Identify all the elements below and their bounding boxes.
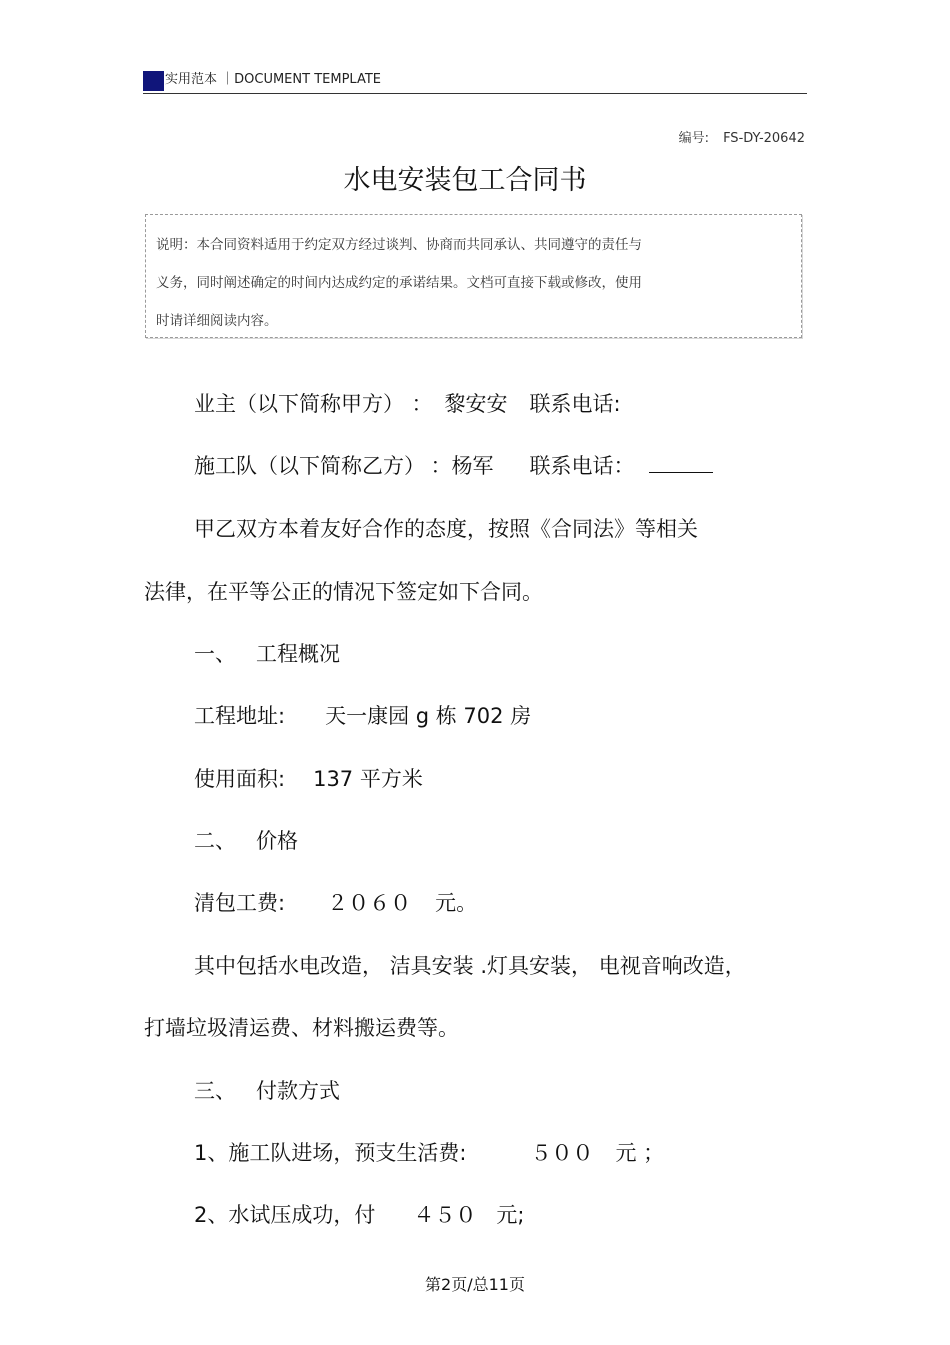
header-logo-square — [143, 71, 164, 91]
payment-1-amount: ５００ — [530, 1141, 594, 1165]
party-a-phone-label: 联系电话: — [529, 392, 621, 416]
document-number — [679, 127, 805, 146]
fee-line — [194, 889, 477, 917]
area-value: 137 平方米 — [313, 767, 423, 791]
intro-line-2: 法律，在平等公正的情况下签定如下合同。 — [144, 580, 543, 604]
area-label: 使用面积: — [194, 767, 286, 791]
section-3-title: 付款方式 — [256, 1079, 340, 1103]
payment-2-unit: 元; — [496, 1203, 525, 1227]
party-b-phone-label: 联系电话： — [529, 454, 635, 478]
payment-1-line — [194, 1139, 664, 1167]
section-3-heading — [194, 1077, 340, 1105]
description-text — [156, 226, 736, 340]
payment-1-unit: 元 ； — [615, 1141, 665, 1165]
payment-2-line — [194, 1201, 524, 1229]
document-number-value: FS-DY-20642 — [723, 131, 805, 146]
party-a-line — [194, 390, 621, 418]
document-title: 水电安装包工合同书 — [343, 165, 587, 196]
section-2-title: 价格 — [256, 829, 298, 853]
description-box — [145, 214, 802, 338]
header-label: 实用范本 ｜DOCUMENT TEMPLATE — [165, 72, 381, 87]
description-line: 时请详细阅读内容。 — [156, 313, 278, 329]
party-a-colon: ： — [411, 392, 433, 416]
section-2-number: 二、 — [194, 829, 236, 853]
description-line: 说明：本合同资料适用于约定双方经过谈判、协商而共同承认、共同遵守的责任与 — [156, 237, 642, 253]
page-footer: 第2页/总11页 — [425, 1275, 525, 1294]
payment-1-text: 1、施工队进场，预支生活费: — [194, 1141, 467, 1165]
intro-line-1: 甲乙双方本着友好合作的态度，按照《合同法》等相关 — [194, 517, 698, 541]
payment-2-text: 2、水试压成功，付 — [194, 1203, 376, 1227]
party-b-line — [194, 452, 713, 480]
section-1-title: 工程概况 — [256, 642, 340, 666]
address-value: 天一康园 g 栋 702 房 — [325, 704, 532, 728]
document-number-label: 编号: — [678, 131, 710, 146]
address-label: 工程地址: — [194, 704, 286, 728]
section-2-heading — [194, 827, 298, 855]
fee-value: ２０６０ — [327, 891, 412, 915]
fee-label: 清包工费: — [194, 891, 286, 915]
section-1-heading — [194, 640, 340, 668]
includes-line-1: 其中包括水电改造， 洁具安装 .灯具安装， 电视音响改造， — [194, 954, 746, 978]
party-b-phone-blank — [649, 452, 713, 473]
area-line — [194, 765, 423, 793]
address-line — [194, 702, 531, 730]
party-b-name: 杨军 — [451, 454, 494, 478]
party-b-label: 施工队（以下简称乙方） — [194, 454, 415, 478]
party-b-colon: ： — [430, 454, 452, 478]
section-1-number: 一、 — [194, 642, 236, 666]
fee-unit: 元。 — [435, 891, 478, 915]
payment-2-amount: ４５０ — [413, 1203, 477, 1227]
description-line: 义务，同时阐述确定的时间内达成约定的承诺结果。文档可直接下载或修改，使用 — [156, 275, 642, 291]
party-a-name: 黎安安 — [444, 392, 508, 416]
section-3-number: 三、 — [194, 1079, 236, 1103]
includes-line-2: 打墙垃圾清运费、材料搬运费等。 — [144, 1016, 459, 1040]
party-a-label: 业主（以下简称甲方） — [194, 392, 394, 416]
page-header — [143, 68, 807, 94]
